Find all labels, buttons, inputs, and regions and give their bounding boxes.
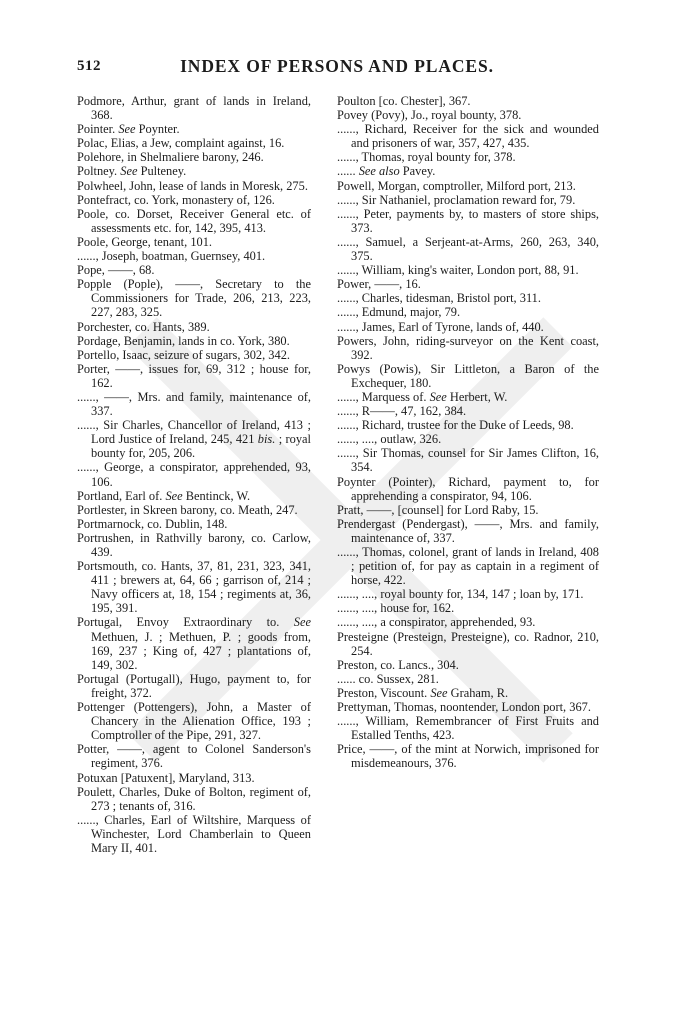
index-entry: ......, James, Earl of Tyrone, lands of, 440. xyxy=(337,319,544,334)
index-entry: Powers, John, riding-surveyor on the Kent coast, 392. xyxy=(337,333,599,362)
index-entry: ......, Marquess of. See Herbert, W. xyxy=(337,389,508,404)
index-entry: Portugal, Envoy Extraordinary to. See Methuen, J. ; Methuen, P. ; goods from, 169, 237 ; King of, 427 ; plantations of, 149, 302. xyxy=(77,615,311,672)
index-entry: Poulton [co. Chester], 367. xyxy=(337,94,471,108)
index-entry: Pope, ——, 68. xyxy=(77,263,155,278)
index-entry: ......, Samuel, a Serjeant-at-Arms, 260, 263, 340, 375. xyxy=(337,234,599,264)
index-entry: Pratt, ——, [counsel] for Lord Raby, 15. xyxy=(337,502,539,517)
index-entry: Portland, Earl of. See Bentinck, W. xyxy=(77,488,251,503)
index-entry: Potuxan [Patuxent], Maryland, 313. xyxy=(77,770,255,785)
index-entry: ......, Edmund, major, 79. xyxy=(337,305,461,320)
index-entry: ......, Charles, Earl of Wiltshire, Marquess of Winchester, Lord Chamberlain to Queen Mary II, 401. xyxy=(77,812,311,855)
index-column-left xyxy=(77,94,311,855)
index-entry: ......, Thomas, royal bounty for, 378. xyxy=(337,150,516,165)
index-entry: ...... co. Sussex, 281. xyxy=(337,671,439,686)
index-entry: ......, ...., a conspirator, apprehended, 93. xyxy=(337,615,536,630)
index-entry: Polac, Elias, a Jew, complaint against, 16. xyxy=(77,136,285,151)
page-header xyxy=(0,56,674,86)
index-entry: Power, ——, 16. xyxy=(337,277,421,292)
index-entry: Price, ——, of the mint at Norwich, imprisoned for misdemeanours, 376. xyxy=(337,742,599,771)
index-entry: Portello, Isaac, seizure of sugars, 302, 342. xyxy=(77,347,290,362)
index-entry: Potter, ——, agent to Colonel Sanderson's regiment, 376. xyxy=(77,742,311,771)
index-entry: Preston, Viscount. See Graham, R. xyxy=(337,685,509,700)
index-entry: ......, George, a conspirator, apprehended, 93, 106. xyxy=(77,460,311,489)
index-entry: ......, William, Remembrancer of First Fruits and Estalled Tenths, 423. xyxy=(337,714,599,743)
index-entry: ......, Sir Thomas, counsel for Sir James Clifton, 16, 354. xyxy=(337,446,599,475)
index-entry: Pontefract, co. York, monastery of, 126. xyxy=(77,192,275,207)
index-entry: ......, Thomas, colonel, grant of lands in Ireland, 408 ; petition of, for pay as captain in a regiment of horse, 422. xyxy=(337,545,599,588)
index-entry: Portlester, in Skreen barony, co. Meath, 247. xyxy=(77,502,298,517)
index-entry: Preston, co. Lancs., 304. xyxy=(337,657,459,672)
index-entry: Portsmouth, co. Hants, 37, 81, 231, 323, 341, 411 ; brewers at, 64, 66 ; garrison of, 214 ; Navy officers at, 18, 154 ; regiments at, 36, 195, 391. xyxy=(77,559,311,616)
index-entry: Powys (Powis), Sir Littleton, a Baron of the Exchequer, 180. xyxy=(337,361,599,390)
index-entry: ......, Richard, trustee for the Duke of Leeds, 98. xyxy=(337,418,574,433)
index-entry: ......, Peter, payments by, to masters of store ships, 373. xyxy=(337,206,599,235)
index-entry: Poole, co. Dorset, Receiver General etc. of assessments etc. for, 142, 395, 413. xyxy=(77,206,311,235)
index-entry: Prettyman, Thomas, noontender, London port, 367. xyxy=(337,700,591,715)
index-entry: ......, Sir Charles, Chancellor of Ireland, 413 ; Lord Justice of Ireland, 245, 421 bis. ; royal bounty for, 205, 206. xyxy=(77,418,311,461)
index-entry: ......, Sir Nathaniel, proclamation reward for, 79. xyxy=(337,192,576,207)
index-entry: Presteigne (Presteign, Presteigne), co. Radnor, 210, 254. xyxy=(337,629,599,658)
index-entry: Pointer. See Poynter. xyxy=(77,122,180,137)
index-entry: Poltney. See Pulteney. xyxy=(77,164,187,179)
index-entry: Poole, George, tenant, 101. xyxy=(77,234,213,249)
index-entry: Portmarnock, co. Dublin, 148. xyxy=(77,516,228,531)
index-entry: ......, Richard, Receiver for the sick and wounded and prisoners of war, 357, 427, 435. xyxy=(337,122,599,151)
index-entry: Portugal (Portugall), Hugo, payment to, for freight, 372. xyxy=(77,671,311,700)
index-entry: Pottenger (Pottengers), John, a Master of Chancery in the Alienation Office, 193 ; Comptroller of the Pipe, 291, 327. xyxy=(77,700,311,743)
index-entry: ......, R——, 47, 162, 384. xyxy=(337,404,467,419)
index-entry: Porter, ——, issues for, 69, 312 ; house for, 162. xyxy=(77,361,311,390)
page-number: 512 xyxy=(77,58,101,74)
index-entry: Podmore, Arthur, grant of lands in Ireland, 368. xyxy=(77,94,311,123)
index-entry: Pordage, Benjamin, lands in co. York, 380. xyxy=(77,333,290,348)
index-entry: Polwheel, John, lease of lands in Moresk, 275. xyxy=(77,178,308,193)
index-entry: ......, Joseph, boatman, Guernsey, 401. xyxy=(77,249,266,264)
index-entry: ...... See also Pavey. xyxy=(337,164,436,179)
index-entry: ......, ...., royal bounty for, 134, 147 ; loan by, 171. xyxy=(337,587,584,602)
index-entry: Polehore, in Shelmaliere barony, 246. xyxy=(77,150,264,165)
index-entry: Poulett, Charles, Duke of Bolton, regiment of, 273 ; tenants of, 316. xyxy=(77,784,311,813)
index-entry: Povey (Povy), Jo., royal bounty, 378. xyxy=(337,108,522,123)
index-entry: ......, William, king's waiter, London port, 88, 91. xyxy=(337,263,579,278)
index-entry: ......, Charles, tidesman, Bristol port, 311. xyxy=(337,291,541,306)
index-entry: Poynter (Pointer), Richard, payment to, for apprehending a conspirator, 94, 106. xyxy=(337,474,599,503)
index-entry: ......, ——, Mrs. and family, maintenance of, 337. xyxy=(77,389,311,419)
index-entry: Porchester, co. Hants, 389. xyxy=(77,319,210,334)
index-entry: ......, ...., house for, 162. xyxy=(337,601,455,616)
index-entry: Prendergast (Pendergast), ——, Mrs. and family, maintenance of, 337. xyxy=(337,516,599,545)
index-entry: Powell, Morgan, comptroller, Milford port, 213. xyxy=(337,178,576,193)
index-column-right xyxy=(337,94,599,771)
index-entry: Portrushen, in Rathvilly barony, co. Carlow, 439. xyxy=(77,530,311,559)
index-entry: Popple (Pople), ——, Secretary to the Commissioners for Trade, 206, 213, 223, 227, 283, 325. xyxy=(77,277,311,320)
index-entry: ......, ...., outlaw, 326. xyxy=(337,432,442,447)
page-title: INDEX OF PERSONS AND PLACES. xyxy=(180,56,494,76)
